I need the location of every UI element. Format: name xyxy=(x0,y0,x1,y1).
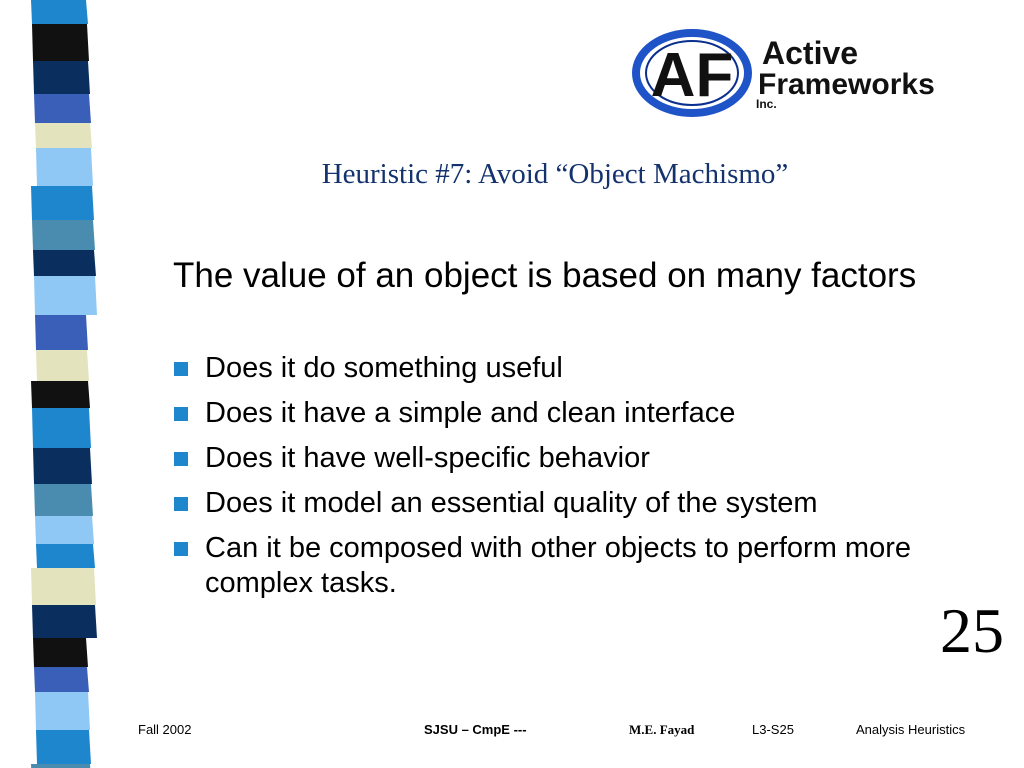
stripe-band xyxy=(35,123,92,148)
bullet-list xyxy=(173,351,953,611)
logo-line-frameworks: Frameworks xyxy=(758,68,935,101)
stripe-band xyxy=(31,186,94,220)
stripe-band xyxy=(31,568,96,605)
stripe-band xyxy=(36,544,95,568)
stripe-band xyxy=(32,408,91,448)
bullet-text: Does it do something useful xyxy=(205,352,563,384)
stripe-band xyxy=(33,250,96,276)
bullet-text: Can it be composed with other objects to perform more complex tasks. xyxy=(205,532,911,599)
square-bullet-icon xyxy=(174,407,188,421)
stripe-band xyxy=(35,692,90,730)
stripe-band xyxy=(32,605,97,638)
stripe-band xyxy=(33,638,88,667)
list-item xyxy=(173,531,953,601)
stripe-band xyxy=(36,350,89,381)
stripe-band xyxy=(35,315,88,350)
footer-school: SJSU – CmpE --- xyxy=(424,722,527,737)
logo-monogram: AF xyxy=(650,41,734,110)
list-item xyxy=(173,441,953,476)
bullet-text: Does it have a simple and clean interface xyxy=(205,397,736,429)
footer-slide-code: L3-S25 xyxy=(752,722,794,737)
stripe-band xyxy=(34,94,91,123)
stripe-band xyxy=(32,24,89,61)
stripe-band xyxy=(34,667,89,692)
square-bullet-icon xyxy=(174,452,188,466)
footer-term: Fall 2002 xyxy=(138,722,192,737)
active-frameworks-logo xyxy=(630,28,995,118)
stripe-band xyxy=(31,764,92,768)
logo-suffix: Inc. xyxy=(756,97,777,111)
lead-statement: The value of an object is based on many factors xyxy=(173,256,917,295)
square-bullet-icon xyxy=(174,542,188,556)
stripe-band xyxy=(32,220,95,250)
slide-number: 25 xyxy=(940,595,1004,666)
square-bullet-icon xyxy=(174,497,188,511)
stripe-band xyxy=(34,484,93,516)
logo-line-active: Active xyxy=(762,35,859,71)
list-item xyxy=(173,396,953,431)
footer-topic: Analysis Heuristics xyxy=(856,722,966,737)
stripe-band xyxy=(33,61,90,94)
bullet-text: Does it have well-specific behavior xyxy=(205,442,650,474)
stripe-band xyxy=(36,730,91,764)
stripe-band xyxy=(33,448,92,484)
slide-title: Heuristic #7: Avoid “Object Machismo” xyxy=(321,158,789,190)
footer-author: M.E. Fayad xyxy=(629,722,695,737)
stripe-band xyxy=(35,516,94,544)
stripe-band xyxy=(36,148,93,186)
stripe-band xyxy=(31,381,90,408)
square-bullet-icon xyxy=(174,362,188,376)
stripe-band xyxy=(31,0,88,24)
list-item xyxy=(173,351,953,386)
bullet-text: Does it model an essential quality of the system xyxy=(205,487,818,519)
stripe-band xyxy=(34,276,97,315)
decorative-stripe xyxy=(0,0,100,768)
list-item xyxy=(173,486,953,521)
